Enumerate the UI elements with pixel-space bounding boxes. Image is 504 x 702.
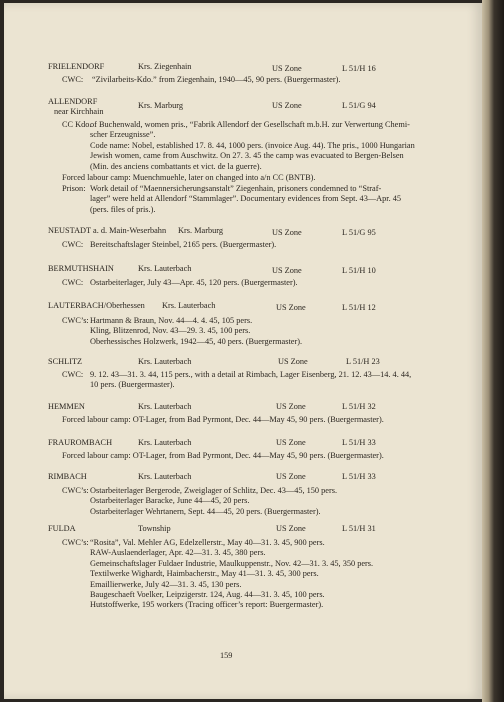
entry-detail: CWC: 9. 12. 43—31. 3. 44, 115 pers., with a detail at Rimbach, Lager Eisenberg, 21. 12. 43—14. 4. 44, 10 pers. (Buergermaster). bbox=[62, 370, 412, 390]
entry-name-qualifier: near Kirchhain bbox=[54, 107, 104, 116]
entry-zone: US Zone bbox=[272, 101, 302, 110]
entry-name: ALLENDORF bbox=[48, 97, 98, 106]
entry-ref: L 51/H 32 bbox=[342, 402, 376, 411]
entry-name: NEUSTADT a. d. Main-Weserbahn bbox=[48, 226, 167, 235]
entry-ref: L 51/H 33 bbox=[342, 438, 376, 447]
entry-zone: US Zone bbox=[278, 357, 308, 366]
entry-name: FULDA bbox=[48, 524, 76, 533]
entry-zone: US Zone bbox=[276, 472, 306, 481]
entry-zone: US Zone bbox=[276, 303, 306, 312]
entry-ref: L 51/H 31 bbox=[342, 524, 376, 533]
entry-detail: Prison: Work detail of “Maennersicherungsanstalt” Ziegenhain, prisoners condemned to “Straf- lager” were held at Allendorf “Stammlager”. Documentary evidences from Sept. 43—Apr. 45 (pers. files of pris.). bbox=[62, 184, 402, 214]
page-number: 159 bbox=[220, 651, 233, 660]
entry-detail: CWC: Ostarbeiterlager, July 43—Apr. 45, 120 pers. (Buergermaster). bbox=[62, 278, 298, 287]
entry-detail: CWC: “Zivilarbeits-Kdo.” from Ziegenhain, 1940—45, 90 pers. (Buergermaster). bbox=[62, 75, 341, 84]
entry-detail: Forced labour camp: Muenchmuehle, later on changed into a/n CC (BNTB). bbox=[62, 173, 316, 182]
entry-ref: L 51/G 95 bbox=[342, 228, 376, 237]
entry-name: HEMMEN bbox=[48, 402, 85, 411]
entry-detail: Forced labour camp: OT-Lager, from Bad Pyrmont, Dec. 44—May 45, 90 pers. (Buergermaster). bbox=[62, 451, 384, 460]
entry-district: Krs. Marburg bbox=[178, 226, 224, 235]
entry-zone: US Zone bbox=[272, 228, 302, 237]
entry-district: Krs. Lauterbach bbox=[162, 301, 216, 310]
entry-name: LAUTERBACH/Oberhessen bbox=[48, 301, 145, 310]
entry-detail: CWC’s: Hartmann & Braun, Nov. 44—4. 4. 45, 105 pers. Kling, Blitzenrod, Nov. 43—29. 3. 45, 100 pers. Oberhessisches Holzwerk, 1942—45, 40 pers. (Buergermaster). bbox=[62, 316, 303, 346]
entry-ref: L 51/H 33 bbox=[342, 472, 376, 481]
entry-district: Krs. Marburg bbox=[138, 101, 184, 110]
entry-zone: US Zone bbox=[276, 438, 306, 447]
entry-name: BERMUTHSHAIN bbox=[48, 264, 114, 273]
entry-zone: US Zone bbox=[272, 64, 302, 73]
book-spine-edge bbox=[482, 0, 504, 702]
entry-name: FRAUROMBACH bbox=[48, 438, 113, 447]
entry-detail: CC Kdo. of Buchenwald, women pris., “Fabrik Allendorf der Gesellschaft m.b.H. zur Verwertung Chemi- scher Erzeugnisse”. Code name: Nobel, established 17. 8. 44, 1000 pers. (invoice Aug. 44). The pris., 1000 Hungarian Jewish women, came from Auschwitz. On 27. 3. 45 the camp was evacuated to Bergen-Belsen (Min. des anciens combattants et vict. de la guerre). bbox=[62, 120, 415, 171]
entry-name: SCHLITZ bbox=[48, 357, 83, 366]
entry-detail: Forced labour camp: OT-Lager, from Bad Pyrmont, Dec. 44—May 45, 90 pers. (Buergermaster). bbox=[62, 415, 384, 424]
entry-zone: US Zone bbox=[272, 266, 302, 275]
entry-ref: L 51/H 12 bbox=[342, 303, 376, 312]
entry-name: FRIELENDORF bbox=[48, 62, 105, 71]
entry-ref: L 51/H 16 bbox=[342, 64, 376, 73]
entry-district: Krs. Lauterbach bbox=[138, 357, 192, 366]
entry-district: Krs. Ziegenhain bbox=[138, 62, 192, 71]
entry-detail: CWC’s: Ostarbeiterlager Bergerode, Zweiglager of Schlitz, Dec. 43—45, 150 pers. Ostarbeiterlager Baracke, June 44—45, 20 pers. Ostarbeiterlager Wehrtanern, Sept. 44—45, 20 pers. (Buergermaster). bbox=[62, 486, 338, 516]
entry-ref: L 51/H 23 bbox=[346, 357, 380, 366]
entry-zone: US Zone bbox=[276, 402, 306, 411]
entry-district: Krs. Lauterbach bbox=[138, 438, 192, 447]
entry-district: Township bbox=[138, 524, 171, 533]
entry-detail: CWC’s: “Rosita”, Val. Mehler AG, Edelzellerstr., May 40—31. 3. 45, 900 pers. RAW-Auslaenderlager, Apr. 42—31. 3. 45, 380 pers. Gemeinschaftslager Fuldaer Industrie, Maulkuppenstr., Nov. 42—31. 3. 45, 350 pers. Textilwerke Wighardt, Haimbacherstr., May 41—31. 3. 45, 300 pers. Emaillierwerke, July 42—31. 3. 45, 130 pers. Baugeschaeft Voelker, Leipzigerstr. 124, Aug. 44—31. 3. 45, 100 pers. Hutstoffwerke, 195 workers (Tracing officer’s report: Buergermaster). bbox=[62, 538, 374, 610]
entry-ref: L 51/H 10 bbox=[342, 266, 376, 275]
entry-detail: CWC: Bereitschaftslager Steinbel, 2165 pers. (Buergermaster). bbox=[62, 240, 277, 249]
entry-name: RIMBACH bbox=[48, 472, 87, 481]
entry-zone: US Zone bbox=[276, 524, 306, 533]
entry-district: Krs. Lauterbach bbox=[138, 472, 192, 481]
entry-ref: L 51/G 94 bbox=[342, 101, 376, 110]
entry-district: Krs. Lauterbach bbox=[138, 264, 192, 273]
entry-district: Krs. Lauterbach bbox=[138, 402, 192, 411]
